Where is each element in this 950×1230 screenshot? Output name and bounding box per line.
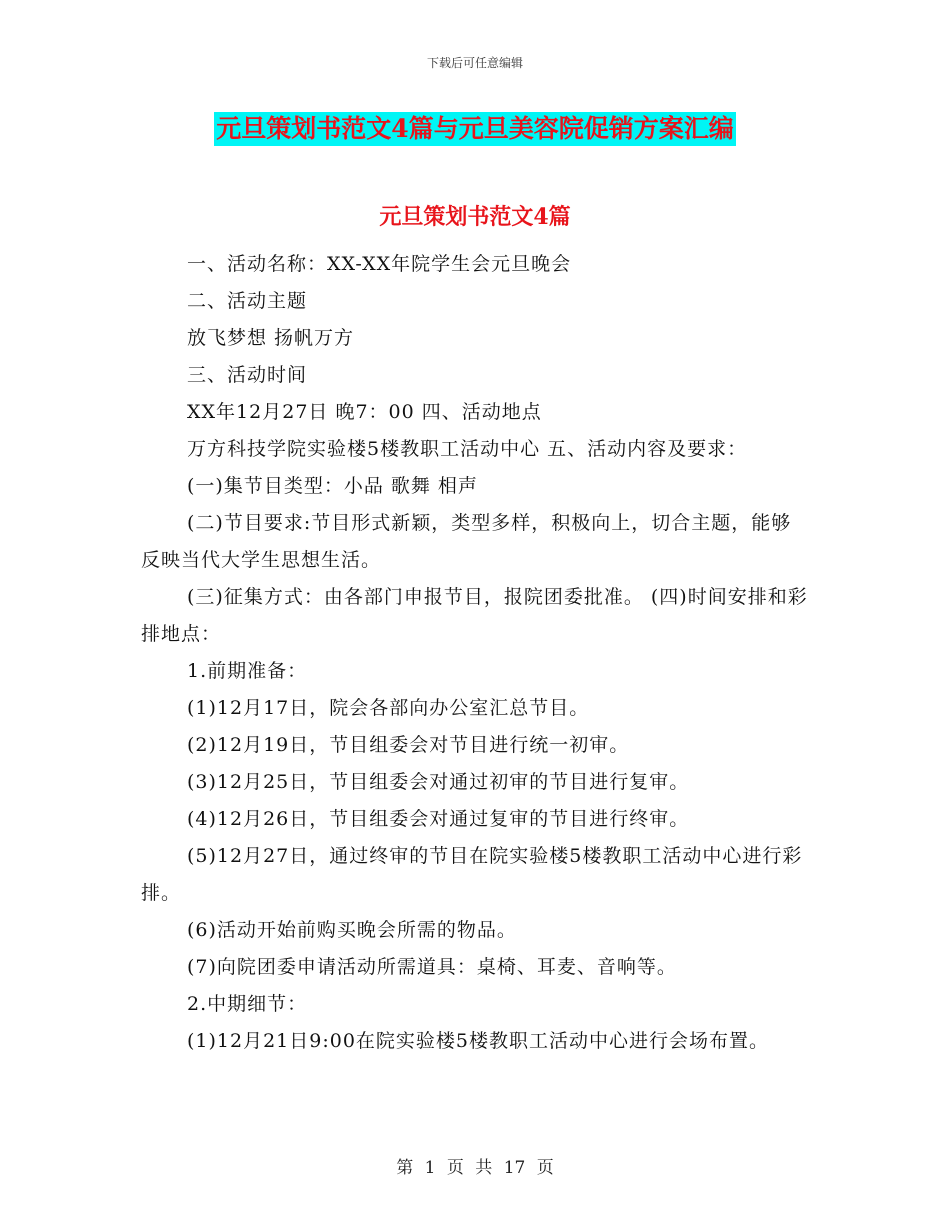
paragraph: 一、活动名称：XX-XX年院学生会元旦晚会: [187, 253, 572, 275]
document-title: 元旦策划书范文4篇与元旦美容院促销方案汇编: [214, 112, 735, 146]
paragraph: 万方科技学院实验楼5楼教职工活动中心 五、活动内容及要求：: [187, 438, 748, 460]
paragraph: (一)集节目类型：小品 歌舞 相声: [187, 475, 478, 497]
footer-page-unit: 页: [446, 1158, 464, 1178]
footer-total-unit: 页: [536, 1158, 554, 1178]
paragraph: 2.中期细节：: [187, 993, 308, 1015]
paragraph: (4)12月26日，节目组委会对通过复审的节目进行终审。: [187, 808, 690, 830]
total-pages: 17: [503, 1158, 526, 1178]
paragraph: (6)活动开始前购买晚会所需的物品。: [187, 919, 517, 941]
page-header-note: 下载后可任意编辑: [426, 56, 523, 70]
footer-total-prefix: 共: [475, 1158, 493, 1178]
paragraph: (三)征集方式：由各部门申报节目，报院团委批准。 (四)时间安排和彩排地点：: [141, 586, 808, 645]
paragraph: (1)12月17日，院会各部向办公室汇总节目。: [187, 697, 590, 719]
footer-prefix: 第: [396, 1158, 414, 1178]
document-body: [141, 246, 811, 1060]
paragraph: (2)12月19日，节目组委会对节目进行统一初审。: [187, 734, 630, 756]
paragraph: 放飞梦想 扬帆万方: [187, 327, 355, 349]
paragraph: (7)向院团委申请活动所需道具：桌椅、耳麦、音响等。: [187, 956, 677, 978]
page-footer: [0, 1153, 950, 1178]
paragraph: (1)12月21日9:00在院实验楼5楼教职工活动中心进行会场布置。: [187, 1030, 770, 1052]
section-title: 元旦策划书范文4篇: [379, 204, 571, 230]
document-title-container: [0, 112, 950, 146]
paragraph: 三、活动时间: [187, 364, 308, 386]
paragraph: XX年12月27日 晚7：00 四、活动地点: [187, 401, 542, 423]
paragraph: (5)12月27日，通过终审的节目在院实验楼5楼教职工活动中心进行彩排。: [141, 845, 803, 904]
paragraph: 二、活动主题: [187, 290, 308, 312]
paragraph: 1.前期准备：: [187, 660, 308, 682]
paragraph: (3)12月25日，节目组委会对通过初审的节目进行复审。: [187, 771, 690, 793]
page-number: 1: [424, 1158, 436, 1178]
paragraph: (二)节目要求:节目形式新颖，类型多样，积极向上，切合主题，能够反映当代大学生思想生活。: [141, 512, 792, 571]
